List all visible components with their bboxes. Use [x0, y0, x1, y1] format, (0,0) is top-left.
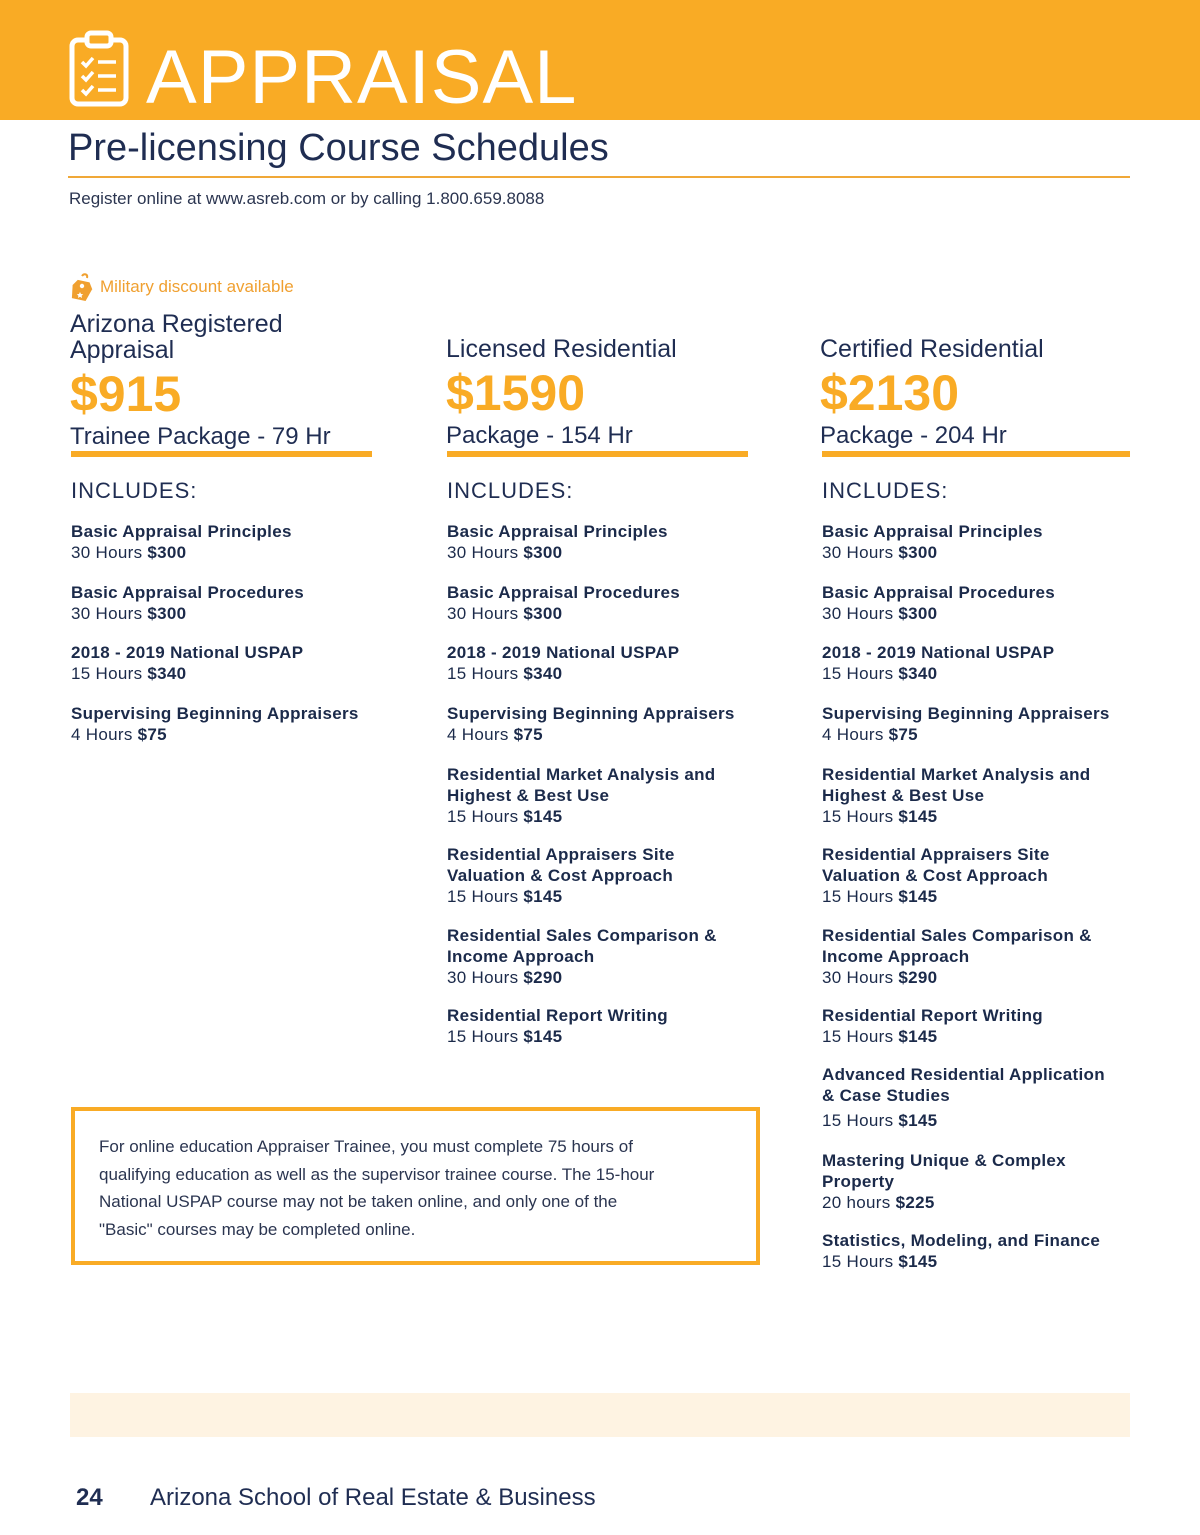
course-hours: 30 Hours [822, 543, 894, 562]
course-hours: 30 Hours [447, 604, 519, 623]
course-item [822, 642, 1152, 684]
military-tag-icon [70, 273, 94, 301]
course-price: $145 [898, 887, 938, 906]
course-name: Residential Market Analysis and [822, 765, 1091, 784]
course-name: Residential Appraisers Site [822, 845, 1050, 864]
course-item [447, 703, 777, 745]
course-item [447, 642, 777, 684]
course-price: $290 [523, 968, 563, 987]
package-licensed-residential [446, 336, 766, 450]
package-divider [822, 451, 1130, 457]
course-name: Basic Appraisal Principles [447, 522, 668, 541]
course-name-line2: Property [822, 1172, 895, 1191]
course-price: $145 [898, 807, 938, 826]
note-line: National USPAP course may not be taken online, and only one of the [99, 1192, 618, 1211]
military-discount-label: Military discount available [100, 277, 294, 296]
course-item [71, 521, 401, 563]
course-hours: 4 Hours [71, 725, 133, 744]
course-hours: 15 Hours [447, 1027, 519, 1046]
course-item [822, 1005, 1152, 1047]
includes-heading: INCLUDES: [71, 478, 198, 503]
course-price: $145 [523, 807, 563, 826]
course-price: $75 [888, 725, 918, 744]
course-meta [447, 603, 777, 624]
course-name-line2: Income Approach [822, 947, 970, 966]
course-hours: 30 Hours [71, 604, 143, 623]
course-hours: 4 Hours [447, 725, 509, 744]
course-name-line2: & Case Studies [822, 1086, 950, 1105]
includes-heading: INCLUDES: [447, 478, 574, 503]
course-price: $300 [147, 604, 187, 623]
course-meta [447, 542, 777, 563]
course-item [822, 925, 1152, 988]
course-name: Residential Sales Comparison & [822, 926, 1092, 945]
course-price: $145 [523, 1027, 563, 1046]
course-hours: 30 Hours [447, 543, 519, 562]
course-hours: 30 Hours [822, 968, 894, 987]
course-meta [822, 603, 1152, 624]
course-hours: 15 Hours [822, 887, 894, 906]
clipboard-checklist-icon [68, 30, 130, 108]
course-name-line2: Highest & Best Use [822, 786, 985, 805]
includes-heading: INCLUDES: [822, 478, 949, 503]
package-subtitle: Package - 204 Hr [820, 422, 1007, 449]
footer-school-name: Arizona School of Real Estate & Business [150, 1484, 596, 1511]
course-meta [71, 724, 401, 745]
course-meta [822, 542, 1152, 563]
course-hours: 15 Hours [447, 664, 519, 683]
course-meta [71, 542, 401, 563]
course-item [822, 703, 1152, 745]
course-name: Basic Appraisal Procedures [447, 583, 680, 602]
section-subtitle: Pre-licensing Course Schedules [68, 127, 609, 169]
package-divider [447, 451, 748, 457]
course-name: Basic Appraisal Principles [71, 522, 292, 541]
course-item [71, 703, 401, 745]
course-hours: 15 Hours [447, 887, 519, 906]
note-line: "Basic" courses may be completed online. [99, 1219, 416, 1239]
course-price: $145 [523, 887, 563, 906]
course-price: $300 [898, 543, 938, 562]
course-name: Residential Market Analysis and [447, 765, 716, 784]
course-hours: 15 Hours [822, 1027, 894, 1046]
course-name-line2: Income Approach [447, 947, 595, 966]
course-item [822, 1150, 1152, 1213]
course-name: Residential Report Writing [822, 1006, 1043, 1025]
course-item [447, 521, 777, 563]
course-name: Mastering Unique & Complex [822, 1151, 1066, 1170]
package-price: $2130 [820, 365, 960, 421]
course-item [71, 642, 401, 684]
course-meta [447, 967, 777, 988]
package-title: Certified Residential [820, 335, 1044, 363]
course-meta [822, 1110, 1152, 1131]
course-name: 2018 - 2019 National USPAP [822, 643, 1055, 662]
course-name: Residential Sales Comparison & [447, 926, 717, 945]
course-name: Statistics, Modeling, and Finance [822, 1231, 1101, 1250]
package-registered-appraisal [70, 311, 390, 451]
footer-band [70, 1393, 1130, 1437]
course-item [447, 844, 777, 907]
course-item [822, 844, 1152, 907]
package-certified-residential [820, 336, 1140, 450]
course-name-line2: Highest & Best Use [447, 786, 610, 805]
course-price: $340 [147, 664, 187, 683]
course-price: $290 [898, 968, 938, 987]
course-hours: 15 Hours [822, 807, 894, 826]
package-title: Arizona Registered [70, 310, 283, 338]
course-meta [822, 806, 1152, 827]
military-discount-note [70, 272, 294, 302]
course-hours: 4 Hours [822, 725, 884, 744]
online-education-note [71, 1107, 760, 1265]
course-price: $340 [523, 664, 563, 683]
course-name: Basic Appraisal Principles [822, 522, 1043, 541]
course-meta [822, 663, 1152, 684]
package-title: Licensed Residential [446, 335, 677, 363]
course-meta [447, 806, 777, 827]
course-meta [822, 1192, 1152, 1213]
page-title: APPRAISAL [146, 35, 578, 120]
page-number: 24 [76, 1484, 103, 1511]
course-name: Basic Appraisal Procedures [71, 583, 304, 602]
subtitle-divider [68, 176, 1130, 178]
course-name: Supervising Beginning Appraisers [71, 704, 359, 723]
course-item [71, 582, 401, 624]
course-item [447, 764, 777, 827]
package-title-line2: Appraisal [70, 336, 175, 364]
course-meta [822, 1251, 1152, 1272]
course-item [822, 521, 1152, 563]
course-name-line2: Valuation & Cost Approach [822, 866, 1049, 885]
package-divider [71, 451, 372, 457]
course-meta [447, 663, 777, 684]
course-hours: 20 hours [822, 1193, 891, 1212]
course-name: Basic Appraisal Procedures [822, 583, 1055, 602]
course-hours: 15 Hours [822, 1252, 894, 1271]
note-line: For online education Appraiser Trainee, you must complete 75 hours of [99, 1137, 633, 1156]
course-price: $75 [137, 725, 167, 744]
package-subtitle: Trainee Package - 79 Hr [70, 423, 331, 450]
header-banner [0, 0, 1200, 120]
course-hours: 30 Hours [71, 543, 143, 562]
course-price: $75 [513, 725, 543, 744]
package-price: $1590 [446, 365, 586, 421]
course-meta [447, 1026, 777, 1047]
note-text [99, 1133, 749, 1243]
register-info: Register online at www.asreb.com or by calling 1.800.659.8088 [69, 189, 545, 208]
course-name: 2018 - 2019 National USPAP [447, 643, 680, 662]
course-item [822, 582, 1152, 624]
package-price: $915 [70, 366, 182, 422]
course-item [447, 925, 777, 988]
course-hours: 15 Hours [71, 664, 143, 683]
course-price: $145 [898, 1111, 938, 1130]
note-line: qualifying education as well as the supervisor trainee course. The 15-hour [99, 1164, 655, 1184]
course-hours: 15 Hours [822, 1111, 894, 1130]
course-price: $225 [895, 1193, 935, 1212]
course-meta [822, 886, 1152, 907]
course-meta [822, 1026, 1152, 1047]
course-name: Residential Appraisers Site [447, 845, 675, 864]
course-name: Supervising Beginning Appraisers [447, 704, 735, 723]
course-name-line2: Valuation & Cost Approach [447, 866, 674, 885]
course-meta [71, 663, 401, 684]
course-item [822, 1064, 1152, 1131]
package-subtitle: Package - 154 Hr [446, 422, 633, 449]
course-price: $145 [898, 1027, 938, 1046]
course-price: $300 [523, 604, 563, 623]
course-price: $300 [523, 543, 563, 562]
course-price: $300 [147, 543, 187, 562]
course-item [822, 1230, 1152, 1272]
course-meta [71, 603, 401, 624]
course-name: Advanced Residential Application [822, 1065, 1105, 1084]
course-name: Supervising Beginning Appraisers [822, 704, 1110, 723]
course-name: Residential Report Writing [447, 1006, 668, 1025]
course-meta [447, 724, 777, 745]
course-price: $300 [898, 604, 938, 623]
course-hours: 15 Hours [822, 664, 894, 683]
course-item [447, 582, 777, 624]
course-hours: 30 Hours [447, 968, 519, 987]
course-item [822, 764, 1152, 827]
course-meta [447, 886, 777, 907]
course-meta [822, 724, 1152, 745]
course-hours: 30 Hours [822, 604, 894, 623]
course-name: 2018 - 2019 National USPAP [71, 643, 304, 662]
course-item [447, 1005, 777, 1047]
course-price: $145 [898, 1252, 938, 1271]
course-hours: 15 Hours [447, 807, 519, 826]
course-meta [822, 967, 1152, 988]
course-price: $340 [898, 664, 938, 683]
